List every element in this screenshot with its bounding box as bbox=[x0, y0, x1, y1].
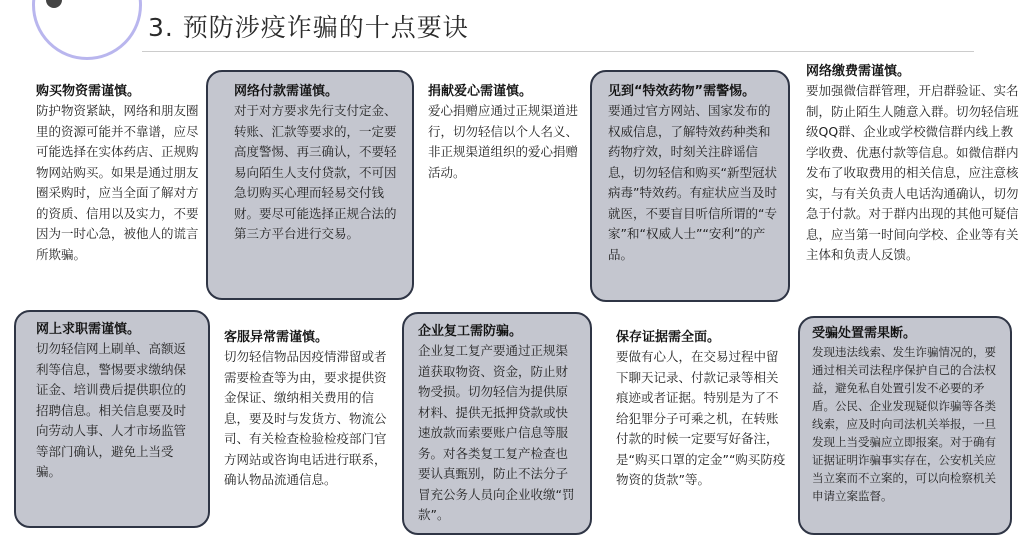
tip-card-6 bbox=[14, 310, 210, 528]
tip-heading: 企业复工需防骗。 bbox=[418, 324, 523, 339]
tip-card-2 bbox=[206, 70, 414, 300]
tip-body: 切勿轻信物品因疫情滞留或者需要检查等为由，要求提供资金保证、缴纳相关费用的信息，要及时与发货方、物流公司、有关检查检验检疫部门官方网站或咨询电话进行联系，确认物品流通信息。 bbox=[224, 349, 387, 487]
tip-heading: 客服异常需谨慎。 bbox=[224, 330, 329, 345]
tip-card-9 bbox=[616, 326, 788, 535]
tip-heading: 受骗处置需果断。 bbox=[812, 326, 917, 341]
tip-heading: 见到“特效药物”需警惕。 bbox=[608, 84, 756, 99]
tip-heading: 保存证据需全面。 bbox=[616, 330, 721, 345]
tip-body: 企业复工复产要通过正规渠道获取物资、资金，防止财物受损。切勿轻信为提供原材料、提供无抵押贷款或快速放款而索要账户信息等服务。对各类复工复产检查也要认真甄别，防止不法分子冒充公务人员向企业收缴“罚款”。 bbox=[418, 343, 575, 522]
tip-card-8 bbox=[402, 312, 592, 535]
tip-card-7 bbox=[224, 326, 390, 535]
title-divider bbox=[142, 51, 974, 52]
tip-body: 防护物资紧缺，网络和朋友圈里的资源可能并不靠谱，应尽可能选择在实体药店、正规购物网站购买。如果是通过朋友圈采购时，应当全面了解对方的资质、信用以及实力，不要因为一时心急，被他人的谎言所欺骗。 bbox=[36, 103, 199, 262]
tip-card-10 bbox=[798, 316, 1012, 535]
tip-heading: 购买物资需谨慎。 bbox=[36, 84, 141, 99]
tip-card-5 bbox=[806, 60, 1024, 318]
tip-card-3 bbox=[428, 80, 588, 200]
tip-heading: 网上求职需谨慎。 bbox=[36, 322, 141, 337]
tip-heading: 网络付款需谨慎。 bbox=[234, 84, 339, 99]
page-title: 3. 预防涉疫诈骗的十点要诀 bbox=[148, 13, 469, 42]
tip-body: 对于对方要求先行支付定金、转账、汇款等要求的，一定要高度警惕、再三确认，不要轻易向陌生人支付贷款，不可因急切购买心理而轻易交付钱财。要尽可能选择正规合法的第三方平台进行交易。 bbox=[234, 103, 397, 241]
tip-body: 要做有心人，在交易过程中留下聊天记录、付款记录等相关痕迹或者证据。特别是为了不给犯罪分子可乘之机，在转账付款的时候一定要写好备注，是“购买口罩的定金”“购买防疫物资的货款”等。 bbox=[616, 349, 786, 487]
tip-body: 要加强微信群管理，开启群验证、实名制，防止陌生人随意入群。切勿轻信班级QQ群、企业或学校微信群内线上教学收费、优惠付款等信息。如微信群内发布了收取费用的相关信息，应注意核实，与有关负责人电话沟通确认，切勿急于付款。对于群内出现的其他可疑信息，应当第一时间向学校、企业等有关主体和负责人反馈。 bbox=[806, 83, 1019, 262]
tip-heading: 捐献爱心需谨慎。 bbox=[428, 84, 533, 99]
tip-card-4 bbox=[590, 70, 790, 302]
tip-heading: 网络缴费需谨慎。 bbox=[806, 64, 911, 79]
tip-body: 爱心捐赠应通过正规渠道进行，切勿轻信以个人名义、非正规渠道组织的爱心捐赠活动。 bbox=[428, 103, 579, 180]
tip-body: 发现违法线索、发生诈骗情况的，要通过相关司法程序保护自己的合法权益，避免私自处置引发不必要的矛盾。公民、企业发现疑似诈骗等各类线索，应及时向司法机关举报，一旦发现上当受骗应立即报案。对于确有证据证明诈骗事实存在，公安机关应当立案而不立案的，可以向检察机关申请立案监督。 bbox=[812, 345, 996, 503]
tip-body: 要通过官方网站、国家发布的权威信息，了解特效药种类和药物疗效，时刻关注辟谣信息，切勿轻信和购买“新型冠状病毒”特效药。有症状应当及时就医，不要盲目听信所谓的“专家”和“权威人士”“安利”的产品。 bbox=[608, 103, 777, 262]
tip-card-1 bbox=[36, 80, 204, 322]
decorative-circle bbox=[32, 0, 142, 60]
tip-body: 切勿轻信网上刷单、高额返利等信息，警惕要求缴纳保证金、培训费后提供职位的招聘信息。相关信息要及时向劳动人事、人才市场监管等部门确认，避免上当受骗。 bbox=[36, 341, 187, 479]
